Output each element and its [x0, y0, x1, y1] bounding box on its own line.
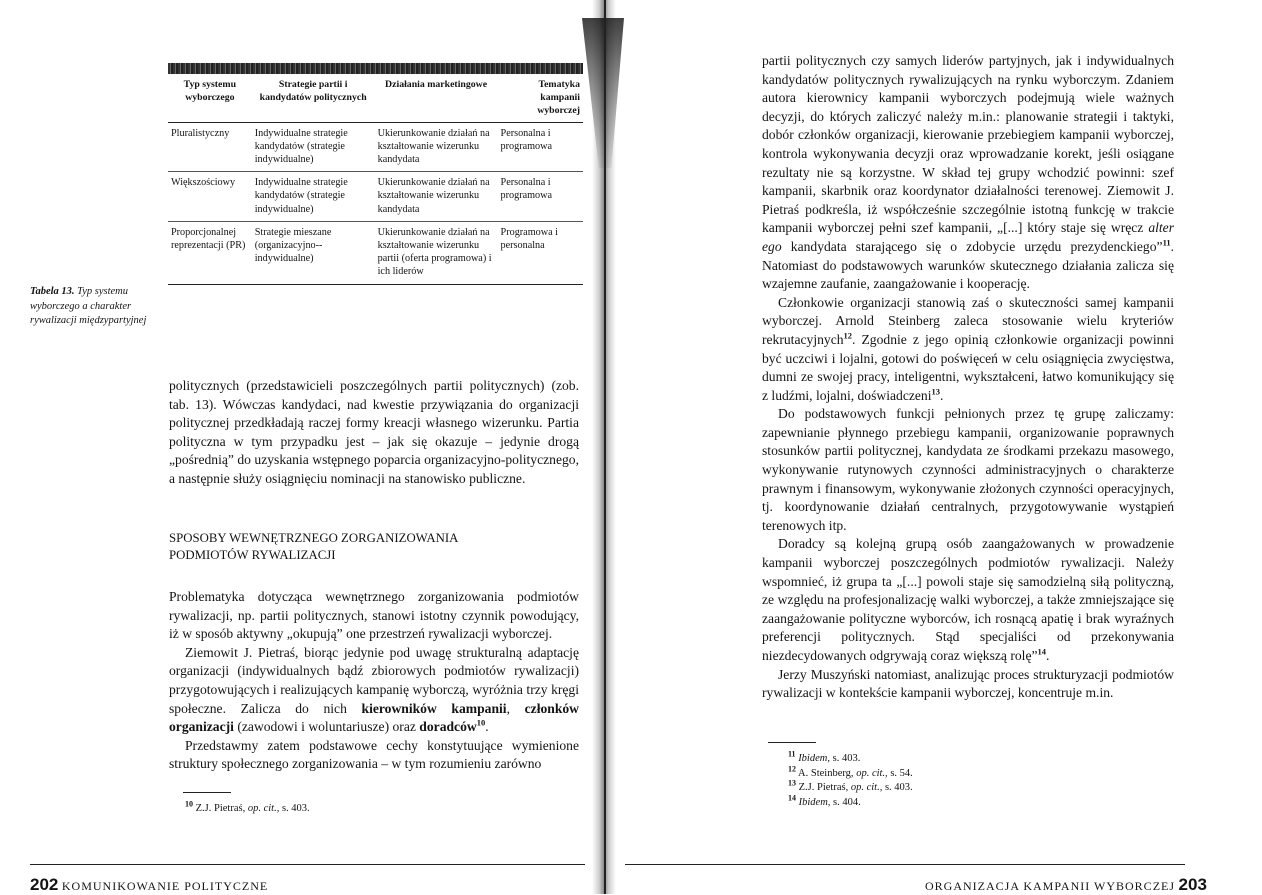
footnote-italic: Ibidem,	[798, 796, 831, 808]
table-cell: Personalna i programowa	[500, 127, 553, 152]
page-number: 202	[30, 875, 59, 894]
table-row	[168, 122, 583, 172]
table-header-cell: Strategie partii i kandydatów politycznych	[259, 79, 367, 104]
footnote	[788, 764, 913, 782]
left-body-text	[169, 588, 579, 774]
footnote	[185, 799, 310, 817]
footnote	[788, 778, 913, 796]
footnote-rule	[768, 742, 816, 743]
right-folio	[925, 875, 1207, 895]
footnote-text: Z.J. Pietraś,	[798, 782, 849, 793]
footnote-number: 11	[788, 749, 796, 759]
text-run: . Zgodnie z jego opinią członkowie organizacji powinni być uczciwi i lojalni, gotowi do poświęceń w celu osiągnięcia zwycięstwa, dumni ze swojej pracy, inteligentni, wykształceni, łatwo komunikujący się z ludźmi, lojalni, doświadczeni	[762, 331, 1174, 403]
left-folio	[30, 875, 268, 895]
paragraph: Jerzy Muszyński natomiast, analizując proces strukturyzacji podmiotów rywalizacji w kontekście kampanii wyborczej, koncentruje m.in.	[762, 666, 1174, 701]
footnote-number: 14	[788, 793, 796, 802]
footnote-number: 13	[788, 778, 796, 788]
table-header-cell: Działania marketingowe	[385, 79, 488, 90]
text-run: .	[940, 387, 944, 403]
paragraph: politycznych (przedstawicieli poszczególnych partii politycznych) (zob. tab. 13). Wówczas kandydaci, nad kwestie przywiązania do organizacji politycznej przedkładają raczej formy kreacji własnego wizerunku. Partia polityczna w tym przypadku jest – jak się okazuje – jedynie drogą „pośrednią” do uzyskania wstępnego poparcia organizacyjno-politycznego, a następnie służy osiągnięciu nominacji na stanowisko publiczne.	[169, 378, 579, 486]
text-run: partii politycznych czy samych liderów partyjnych, jak i indywidualnych kandydatów politycznych rywalizujących na rynku wyborczym. Zdaniem autora kierownicy kampanii wyborczych podejmują wiele ważnych decyzji, do których zaliczyć należy m.in.: planowanie strategii i taktyki, dobór członków organizacji, kierowanie przebiegiem kampanii wyborczej, kontrola wykonywania decyzji oraz wprowadzanie korekt, jeśli osiągane rezultaty nie są korzystne. W skład tej grupy wchodzić powinni: szef kampanii, skarbnik oraz koordynator działalności terenowej. Ziemowit J. Pietraś podkreśla, iż współcześnie szczególnie istotną funkcję w trakcie kampanii wyborczej pełni szef kampanii, „[...] który staje się wręcz	[762, 53, 1174, 236]
table-cell: Ukierunkowanie działań na kształtowanie wizerunku kandydata	[377, 127, 490, 166]
footnotes	[788, 749, 913, 810]
table-cell: Indywidualne strategie kandydatów (strategie indywidualne)	[254, 177, 348, 215]
gutter-line	[604, 0, 606, 894]
table-caption	[30, 285, 155, 329]
footnote-number: 12	[788, 764, 796, 773]
text-run: Członkowie organizacji stanowią zaś o skuteczności samej kampanii wyborczej. Arnold Steinberg zaleca stosowanie wielu kryteriów rekrutacyjnych	[762, 294, 1174, 347]
table-cell: Ukierunkowanie działań na kształtowanie wizerunku kandydata	[377, 177, 490, 215]
paragraph	[762, 52, 1174, 294]
footnote-ref: 13	[931, 386, 940, 397]
paragraph	[169, 644, 579, 737]
footnote-italic: Ibidem,	[798, 753, 830, 764]
footnote	[788, 749, 913, 767]
page-number: 203	[1178, 875, 1207, 894]
table-cell: Proporcjonalnej reprezentacji (PR)	[171, 226, 246, 252]
caption-label: Tabela 13.	[30, 286, 75, 297]
right-body-text	[762, 52, 1174, 703]
footnote-ref: 12	[843, 330, 853, 341]
footer-rule	[625, 864, 1185, 865]
table-header-row	[168, 74, 583, 122]
text-run: .	[1046, 648, 1050, 663]
footnote-rule	[183, 792, 231, 793]
footnote-italic: op. cit.,	[247, 803, 280, 814]
footnote-ref: 11	[1162, 237, 1171, 248]
section-heading	[169, 530, 579, 564]
bold-term: doradców	[419, 719, 477, 735]
text-run: ,	[506, 700, 510, 716]
heading-line-2: PODMIOTÓW RYWALIZACJI	[169, 548, 336, 562]
footnote-text: s. 54.	[890, 767, 913, 779]
table-cell: Personalna i programowa	[500, 177, 553, 202]
bold-term: członków organizacji	[169, 700, 579, 735]
text-run: Doradcy są kolejną grupą osób zaangażowanych w prowadzenie kampanii wyborczej poszczególnych podmiotów rywalizacji. Należy wspomnieć, iż grupa ta „[...] powoli staje się samodzielną siłą polityczną, ze względu na profesjonalizację walki wyborczej, a także zmniejszające się zaangażowanie polityczne wyborców, ich rosnącą apatię i brak wyraźnych preferencji politycznych. Stąd specjaliści od przekonywania niezdecydowanych odgrywają coraz większą rolę”	[762, 536, 1174, 663]
table-cell: Indywidualne strategie kandydatów (strategie indywidualne)	[254, 127, 348, 166]
table-row	[168, 221, 583, 284]
comparison-table	[168, 63, 583, 285]
footnote-italic: op. cit.,	[850, 782, 883, 793]
table-cell: Programowa i personalna	[500, 226, 558, 252]
text-run: Ziemowit J. Pietraś, biorąc jedynie pod uwagę strukturalną adaptację organizacji (indywidualnych bądź zbiorowych podmiotów rywalizacji) przygotowujących i realizujących kampanię wyborczą, wyróżnia trzy kręgi społeczne. Zalicza do nich	[169, 644, 579, 716]
table-top-bar	[168, 63, 583, 74]
table-cell: Pluralistyczny	[171, 127, 230, 139]
text-run: . Natomiast do podstawowych warunków skutecznego działania zalicza się wzajemne zaufanie, zaangażowanie i kooperację.	[762, 238, 1174, 292]
footnote	[788, 793, 913, 811]
footnote-text: s. 403.	[281, 803, 310, 814]
running-head: ORGANIZACJA KAMPANII WYBORCZEJ	[925, 879, 1176, 893]
heading-line-1: SPOSOBY WEWNĘTRZNEGO ZORGANIZOWANIA	[169, 531, 459, 545]
caption-text: Typ systemu wyborczego a charakter rywalizacji międzypartyjnej	[30, 286, 147, 326]
footnote-ref: 10	[476, 717, 486, 728]
table-cell: Strategie mieszane (organizacyjno--indywidualne)	[254, 226, 332, 265]
text-run: kandydata starającego się o zdobycie urzędu prezydenckiego”	[790, 238, 1163, 254]
footnote-text: s. 403.	[832, 753, 861, 764]
footnote-text: A. Steinberg,	[798, 767, 854, 779]
footnote-text: s. 403.	[884, 782, 913, 793]
paragraph: Przedstawmy zatem podstawowe cechy konstytuujące wymienione struktury społecznego zorganizowania – w tym rozumieniu zarówno	[169, 737, 579, 772]
left-paragraph-1	[169, 377, 579, 489]
footnote-ref: 14	[1037, 646, 1047, 657]
table-header-cell: Typ systemu wyborczego	[183, 79, 237, 104]
paragraph: Do podstawowych funkcji pełnionych przez tę grupę zaliczamy: zapewnianie płynnego przebiegu kampanii, organizowanie poprawnych stosunków partii politycznej, kandydata ze środkami przekazu masowego, wykonywanie rutynowych czynności administracyjnych o charakterze prawnym i finansowym, wykonywanie złożonych czynności operacyjnych, tj. koordynowanie działań centralnych, przygotowywanie wystąpień terenowych itp.	[762, 406, 1174, 533]
table-header-cell: Tematyka kampanii wyborczej	[537, 79, 580, 117]
footnote-italic: op. cit.,	[856, 767, 888, 779]
footnote-number: 10	[185, 799, 193, 809]
table-cell: Większościowy	[171, 177, 236, 189]
footnote-text: Z.J. Pietraś,	[195, 803, 246, 814]
table-cell: Ukierunkowanie działań na kształtowanie wizerunku partii (oferta programowa) i ich liderów	[377, 226, 492, 278]
bold-term: kierowników kampanii	[361, 700, 507, 716]
paragraph	[762, 535, 1174, 665]
text-run: (zawodowi i woluntariusze) oraz	[237, 719, 416, 735]
footer-rule	[30, 864, 585, 865]
paragraph: Problematyka dotycząca wewnętrznego zorganizowania podmiotów rywalizacji, np. partii politycznych, stanowi istotny czynnik powodujący, iż w sposób aktywny „okupują” one przestrzeń rywalizacji wyborczej.	[169, 589, 579, 642]
text-run: .	[485, 719, 489, 735]
paragraph	[762, 294, 1174, 406]
table-row	[168, 172, 583, 222]
footnote-text: s. 404.	[833, 796, 861, 808]
italic-term: alter ego	[762, 220, 1174, 254]
running-head: KOMUNIKOWANIE POLITYCZNE	[61, 879, 269, 893]
